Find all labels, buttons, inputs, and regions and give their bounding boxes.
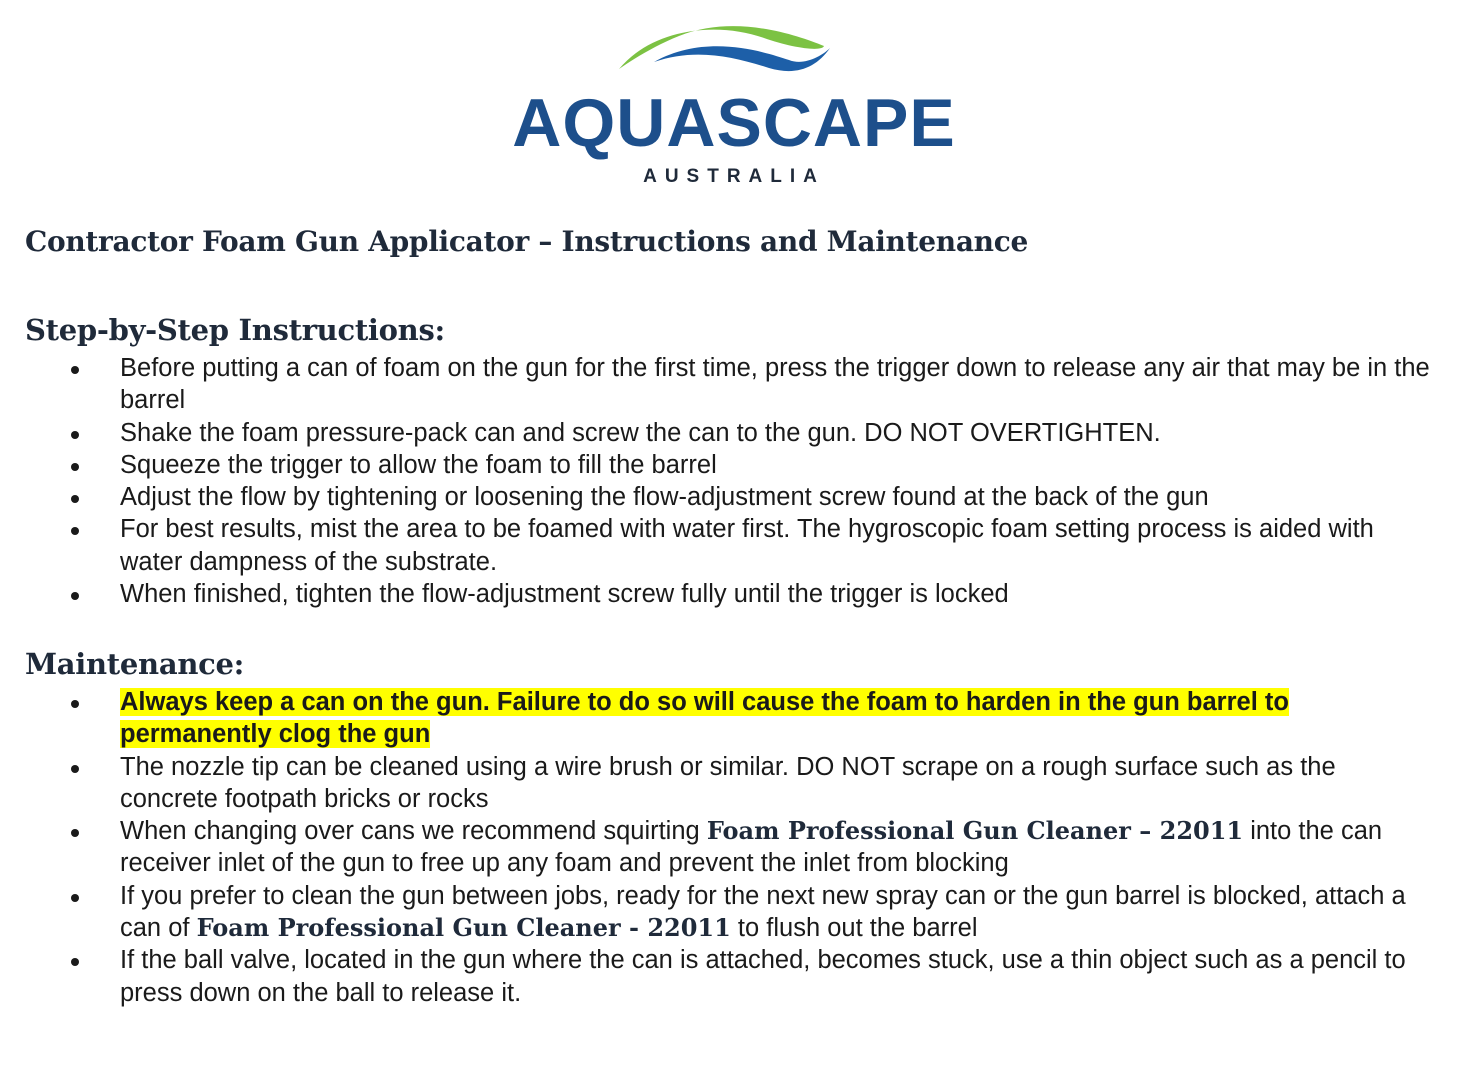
aquascape-australia-logo: [0, 22, 1468, 192]
list-item: [0, 352, 1440, 417]
list-item: [0, 417, 1440, 449]
list-item: [0, 751, 1440, 816]
list-item-text: Before putting a can of foam on the gun for the first time, press the trigger down to release any air that may be in the barrel: [120, 354, 1430, 415]
list-item-text: If you prefer to clean the gun between jobs, ready for the next new spray can or the gun barrel is blocked, attach a can of: [120, 881, 1406, 943]
list-item: [0, 815, 1440, 880]
logo-tagline: AUSTRALIA: [643, 166, 825, 187]
list-item: [0, 513, 1440, 578]
bullet-icon: [71, 495, 79, 503]
highlighted-warning-text: Always keep a can on the gun. Failure to do so will cause the foam to harden in the gun barrel to permanently clog the gun: [120, 688, 1289, 749]
list-item-text: If the ball valve, located in the gun where the can is attached, becomes stuck, use a thin object such as a pencil to press down on the ball to release it.: [120, 946, 1406, 1007]
list-item-text: Shake the foam pressure-pack can and screw the can to the gun. DO NOT OVERTIGHTEN.: [120, 418, 1161, 447]
list-item-text: The nozzle tip can be cleaned using a wire brush or similar. DO NOT scrape on a rough surface such as the concrete footpath bricks or rocks: [120, 752, 1336, 813]
list-item: [0, 686, 1440, 751]
list-item: [0, 880, 1440, 945]
logo-graphic: [504, 22, 964, 192]
bullet-icon: [71, 894, 79, 902]
bullet-icon: [71, 958, 79, 966]
bullet-icon: [71, 463, 79, 471]
product-name: Foam Professional Gun Cleaner - 22011: [196, 913, 731, 943]
bullet-icon: [71, 366, 79, 374]
bullet-icon: [71, 700, 79, 708]
list-item: [0, 578, 1440, 610]
list-item: [0, 944, 1440, 1009]
list-item-text: When finished, tighten the flow-adjustment screw fully until the trigger is locked: [120, 580, 1009, 609]
logo-wordmark: AQUASCAPE: [512, 85, 956, 161]
list-item-text: For best results, mist the area to be foamed with water first. The hygroscopic foam setting process is aided with water dampness of the substrate.: [120, 515, 1374, 576]
logo-blue-wave-icon: [654, 46, 830, 71]
bullet-icon: [71, 829, 79, 837]
list-item: [0, 449, 1440, 481]
maintenance-list: [0, 686, 1440, 1009]
bullet-icon: [71, 527, 79, 535]
bullet-icon: [71, 765, 79, 773]
bullet-icon: [71, 592, 79, 600]
list-item-text: to flush out the barrel: [730, 914, 978, 943]
instructions-list: [0, 352, 1440, 610]
document-title: Contractor Foam Gun Applicator – Instructions and Maintenance: [25, 225, 1028, 258]
maintenance-heading: Maintenance:: [25, 647, 245, 681]
list-item-text: Adjust the flow by tightening or loosening the flow-adjustment screw found at the back of the gun: [120, 483, 1209, 512]
instructions-heading: Step-by-Step Instructions:: [25, 313, 445, 347]
list-item-text: Squeeze the trigger to allow the foam to fill the barrel: [120, 450, 717, 479]
list-item-text: When changing over cans we recommend squirting: [120, 817, 707, 846]
product-name: Foam Professional Gun Cleaner – 22011: [706, 816, 1244, 846]
bullet-icon: [71, 431, 79, 439]
list-item-text: into the can receiver inlet of the gun to free up any foam and prevent the inlet from blocking: [120, 817, 1383, 878]
list-item: [0, 481, 1440, 513]
